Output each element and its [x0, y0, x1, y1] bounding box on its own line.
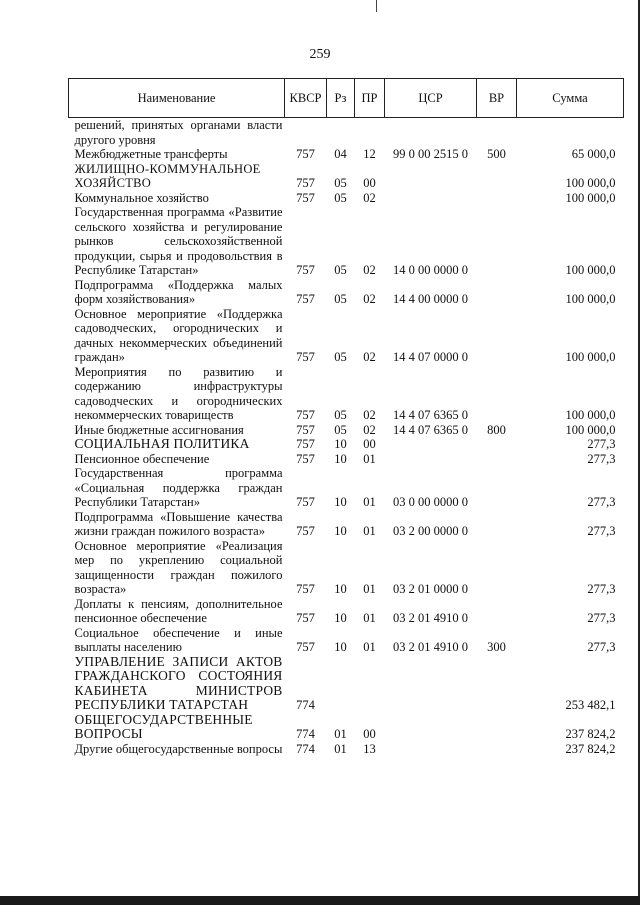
row-sum: 277,3 — [587, 495, 616, 509]
row-name: Мероприятия по развитию и содержанию инфраструктуры садоводческих и огороднических некоммерческих товариществ — [74, 364, 283, 422]
row-rz: 01 — [334, 741, 347, 756]
header-name: Наименование — [69, 79, 285, 118]
row-pr: 02 — [363, 408, 376, 422]
row-pr: 01 — [363, 582, 376, 596]
row-vr — [477, 713, 517, 742]
table-row — [69, 597, 624, 626]
row-kvsr: 757 — [296, 495, 315, 509]
scan-mark — [376, 0, 377, 12]
row-kvsr: 757 — [296, 437, 315, 451]
row-csr: 03 0 00 0000 0 — [393, 495, 468, 509]
row-rz: 10 — [334, 640, 347, 654]
row-name: Основное мероприятие «Реализация мер по укреплению социальной защищенности граждан пожилого возраста» — [74, 538, 283, 596]
table-row — [69, 147, 624, 162]
row-rz: 05 — [334, 408, 347, 422]
row-pr: 02 — [363, 190, 376, 205]
row-name: Подпрограмма «Поддержка малых форм хозяйствования» — [74, 277, 283, 306]
header-sum: Сумма — [517, 79, 624, 118]
table-row — [69, 205, 624, 278]
row-kvsr: 774 — [296, 727, 315, 741]
row-rz: 05 — [334, 350, 347, 364]
row-kvsr: 774 — [296, 741, 315, 756]
row-csr: 03 2 01 0000 0 — [393, 582, 468, 596]
row-rz: 10 — [334, 611, 347, 625]
table-row — [69, 626, 624, 655]
table-row — [69, 510, 624, 539]
row-rz: 10 — [334, 437, 347, 451]
budget-table — [68, 78, 624, 756]
row-kvsr: 757 — [296, 263, 315, 277]
table-row — [69, 452, 624, 467]
header-kvsr: КВСР — [285, 79, 327, 118]
header-csr: ЦСР — [385, 79, 477, 118]
row-vr — [477, 162, 517, 191]
row-rz: 10 — [334, 451, 347, 466]
row-vr: 500 — [487, 147, 506, 161]
row-kvsr — [285, 118, 327, 148]
row-vr — [477, 655, 517, 713]
row-name: ЖИЛИЩНО-КОММУНАЛЬНОЕ ХОЗЯЙСТВО — [74, 161, 261, 190]
row-csr — [385, 452, 477, 467]
row-rz: 05 — [334, 263, 347, 277]
row-name: Коммунальное хозяйство — [74, 190, 209, 205]
row-kvsr: 757 — [296, 147, 315, 161]
table-body — [69, 118, 624, 757]
row-sum: 100 000,0 — [565, 176, 616, 190]
row-rz: 10 — [334, 524, 347, 538]
row-rz: 05 — [334, 292, 347, 306]
table-row — [69, 118, 624, 148]
row-csr: 03 2 00 0000 0 — [393, 524, 468, 538]
row-csr: 14 4 07 0000 0 — [393, 350, 468, 364]
row-rz: 05 — [334, 422, 347, 437]
row-csr: 03 2 01 4910 0 — [393, 640, 468, 654]
row-kvsr: 757 — [296, 408, 315, 422]
row-pr: 00 — [363, 176, 376, 190]
row-pr: 01 — [363, 524, 376, 538]
row-pr: 01 — [363, 451, 376, 466]
row-vr — [477, 466, 517, 510]
row-name: Межбюджетные трансферты — [74, 147, 228, 161]
row-rz: 01 — [334, 727, 347, 741]
row-sum: 237 824,2 — [565, 741, 616, 756]
row-sum: 100 000,0 — [565, 263, 616, 277]
row-rz: 05 — [334, 190, 347, 205]
row-rz — [327, 655, 355, 713]
row-sum: 100 000,0 — [565, 422, 616, 437]
row-vr — [477, 365, 517, 423]
row-pr: 01 — [363, 495, 376, 509]
row-sum: 237 824,2 — [565, 727, 616, 741]
row-vr: 300 — [487, 640, 506, 654]
row-rz: 04 — [334, 147, 347, 161]
row-sum: 277,3 — [587, 524, 616, 538]
row-csr — [385, 713, 477, 742]
table-row — [69, 437, 624, 452]
row-vr — [477, 452, 517, 467]
row-vr — [477, 510, 517, 539]
row-kvsr: 757 — [296, 190, 315, 205]
row-pr: 00 — [363, 437, 376, 451]
row-csr — [385, 437, 477, 452]
row-kvsr: 757 — [296, 611, 315, 625]
table-row — [69, 162, 624, 191]
row-pr: 02 — [363, 350, 376, 364]
row-rz: 05 — [334, 176, 347, 190]
row-vr — [477, 539, 517, 597]
table-header — [69, 79, 624, 118]
row-pr: 02 — [363, 263, 376, 277]
row-sum: 100 000,0 — [565, 408, 616, 422]
row-sum: 100 000,0 — [565, 350, 616, 364]
row-pr — [355, 118, 385, 148]
table-row — [69, 655, 624, 713]
row-vr — [477, 307, 517, 365]
row-kvsr: 757 — [296, 176, 315, 190]
row-csr: 14 0 00 0000 0 — [393, 263, 468, 277]
row-sum — [517, 118, 624, 148]
row-vr — [477, 437, 517, 452]
row-vr — [477, 278, 517, 307]
row-csr: 99 0 00 2515 0 — [393, 147, 468, 161]
row-sum: 277,3 — [587, 640, 616, 654]
row-vr — [477, 205, 517, 278]
row-kvsr: 757 — [296, 292, 315, 306]
row-sum: 100 000,0 — [565, 292, 616, 306]
row-kvsr: 757 — [296, 640, 315, 654]
row-rz — [327, 118, 355, 148]
row-name: Иные бюджетные ассигнования — [74, 422, 244, 437]
row-name: Государственная программа «Развитие сельского хозяйства и регулирование рынков сельскохозяйственной продукции, сырья и продовольствия в Республике Татарстан» — [74, 205, 283, 277]
row-name: Социальное обеспечение и иные выплаты населению — [74, 625, 283, 654]
row-name: СОЦИАЛЬНАЯ ПОЛИТИКА — [74, 436, 250, 451]
row-pr: 02 — [363, 422, 376, 437]
table-row — [69, 713, 624, 742]
row-name: Пенсионное обеспечение — [74, 451, 210, 466]
row-name: Подпрограмма «Повышение качества жизни граждан пожилого возраста» — [74, 509, 283, 538]
row-csr — [385, 655, 477, 713]
row-rz: 10 — [334, 582, 347, 596]
row-kvsr: 774 — [296, 698, 315, 712]
row-sum: 277,3 — [587, 437, 616, 451]
row-csr — [385, 162, 477, 191]
header-vr: ВР — [477, 79, 517, 118]
row-pr: 00 — [363, 727, 376, 741]
table-row — [69, 278, 624, 307]
row-vr — [477, 597, 517, 626]
row-pr: 13 — [363, 741, 376, 756]
row-csr — [385, 742, 477, 757]
scan-bottom-edge — [0, 896, 640, 905]
table-row — [69, 365, 624, 423]
row-name: Основное мероприятие «Поддержка садоводческих, огороднических и дачных некоммерческих объединений граждан» — [74, 306, 283, 364]
row-csr: 03 2 01 4910 0 — [393, 611, 468, 625]
row-kvsr: 757 — [296, 582, 315, 596]
row-sum: 277,3 — [587, 582, 616, 596]
row-name: УПРАВЛЕНИЕ ЗАПИСИ АКТОВ ГРАЖДАНСКОГО СОСТОЯНИЯ КАБИНЕТА МИНИСТРОВ РЕСПУБЛИКИ ТАТАРСТАН — [74, 653, 283, 712]
row-kvsr: 757 — [296, 524, 315, 538]
row-sum: 277,3 — [587, 451, 616, 466]
row-rz: 10 — [334, 495, 347, 509]
table-row — [69, 466, 624, 510]
header-pr: ПР — [355, 79, 385, 118]
row-sum: 277,3 — [587, 611, 616, 625]
row-kvsr: 757 — [296, 451, 315, 466]
row-name: Другие общегосударственные вопросы — [74, 741, 283, 756]
row-csr: 14 4 07 6365 0 — [393, 422, 468, 437]
table-row — [69, 742, 624, 757]
row-name: решений, принятых органами власти другого уровня — [74, 118, 283, 147]
table-row — [69, 423, 624, 438]
row-csr: 14 4 00 0000 0 — [393, 292, 468, 306]
row-csr: 14 4 07 6365 0 — [393, 408, 468, 422]
row-sum: 253 482,1 — [565, 698, 616, 712]
row-pr: 02 — [363, 292, 376, 306]
table-row — [69, 307, 624, 365]
row-name: Государственная программа «Социальная поддержка граждан Республики Татарстан» — [74, 466, 283, 509]
row-name: Доплаты к пенсиям, дополнительное пенсионное обеспечение — [74, 596, 283, 625]
row-kvsr: 757 — [296, 350, 315, 364]
row-sum: 100 000,0 — [565, 190, 616, 205]
row-csr — [385, 118, 477, 148]
page-number: 259 — [309, 47, 331, 62]
row-pr: 01 — [363, 640, 376, 654]
row-sum: 65 000,0 — [571, 147, 616, 161]
row-vr — [477, 742, 517, 757]
row-csr — [385, 191, 477, 206]
table-row — [69, 539, 624, 597]
row-pr: 01 — [363, 611, 376, 625]
row-vr — [477, 191, 517, 206]
row-vr — [477, 118, 517, 148]
row-kvsr: 757 — [296, 422, 315, 437]
row-pr: 12 — [363, 147, 376, 161]
row-pr — [355, 655, 385, 713]
row-vr: 800 — [487, 422, 506, 437]
table-row — [69, 191, 624, 206]
row-name: ОБЩЕГОСУДАРСТВЕННЫЕ ВОПРОСЫ — [74, 711, 253, 741]
header-rz: Рз — [327, 79, 355, 118]
